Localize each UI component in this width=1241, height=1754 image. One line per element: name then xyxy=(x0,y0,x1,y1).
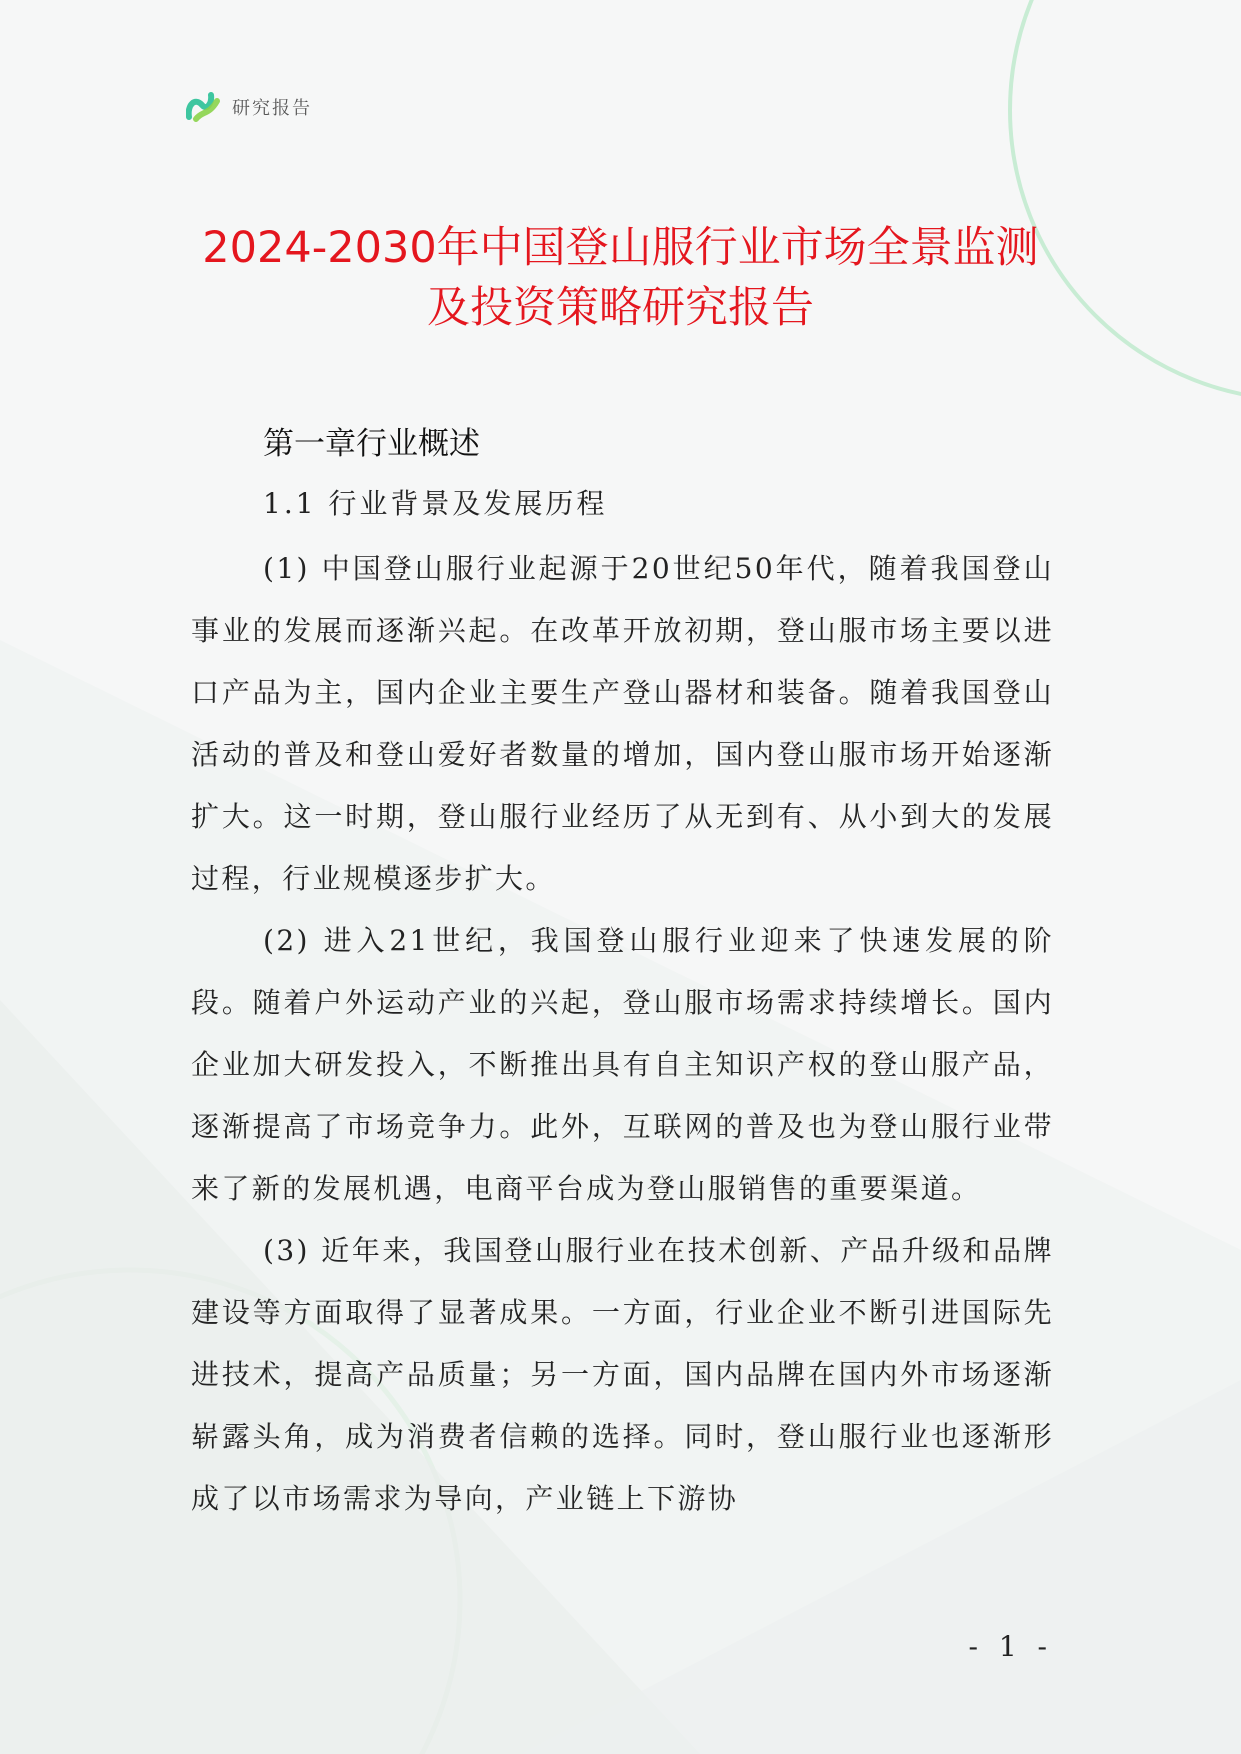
body-text xyxy=(191,538,1054,1530)
chapter-heading: 第一章行业概述 xyxy=(263,426,480,462)
report-title-line-1: 2024-2030年中国登山服行业市场全景监测 xyxy=(202,223,1039,273)
report-title xyxy=(120,218,1121,338)
header-label: 研究报告 xyxy=(232,98,312,119)
report-title-line-2: 及投资策略研究报告 xyxy=(427,283,814,333)
page-number: - 1 - xyxy=(968,1630,1053,1663)
paragraph-1: (1) 中国登山服行业起源于20世纪50年代，随着我国登山事业的发展而逐渐兴起。在改革开放初期，登山服市场主要以进口产品为主，国内企业主要生产登山器材和装备。随着我国登山活动的普及和登山爱好者数量的增加，国内登山服市场开始逐渐扩大。这一时期，登山服行业经历了从无到有、从小到大的发展过程，行业规模逐步扩大。 xyxy=(191,552,1054,895)
section-heading: 1.1 行业背景及发展历程 xyxy=(263,487,608,520)
paragraph-3: (3) 近年来，我国登山服行业在技术创新、产品升级和品牌建设等方面取得了显著成果。一方面，行业企业不断引进国际先进技术，提高产品质量；另一方面，国内品牌在国内外市场逐渐崭露头角，成为消费者信赖的选择。同时，登山服行业也逐渐形成了以市场需求为导向，产业链上下游协 xyxy=(191,1234,1054,1515)
brand-logo-icon xyxy=(186,90,222,124)
paragraph-2: (2) 进入21世纪，我国登山服行业迎来了快速发展的阶段。随着户外运动产业的兴起，登山服市场需求持续增长。国内企业加大研发投入，不断推出具有自主知识产权的登山服产品，逐渐提高了市场竞争力。此外，互联网的普及也为登山服行业带来了新的发展机遇，电商平台成为登山服销售的重要渠道。 xyxy=(191,924,1054,1205)
report-header xyxy=(186,88,312,126)
